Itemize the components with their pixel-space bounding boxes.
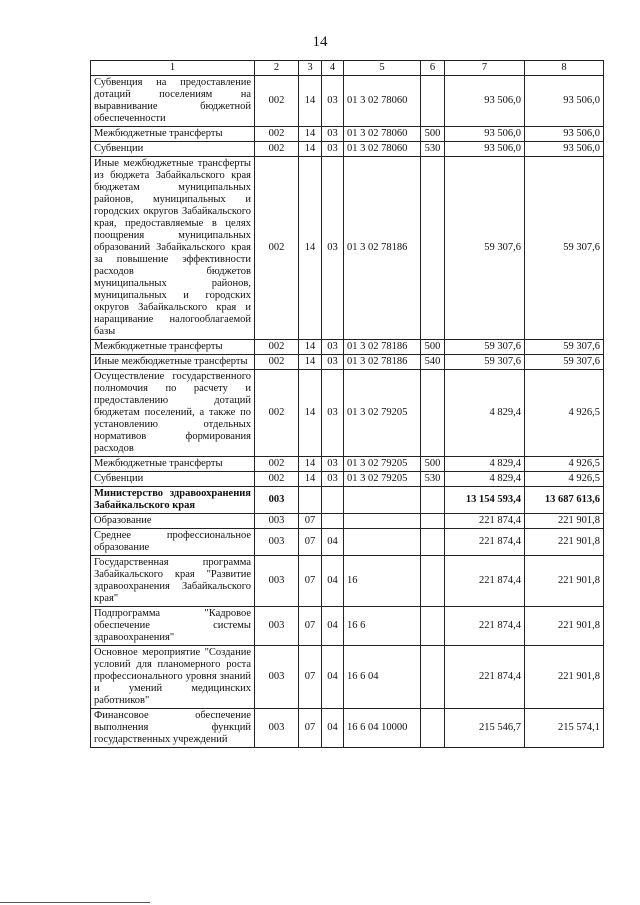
target-article-cell: 01 3 02 78060 [344, 127, 421, 142]
expense-type-cell: 530 [421, 142, 445, 157]
section-cell: 14 [299, 370, 322, 457]
header-row [91, 61, 604, 76]
code-cell: 002 [255, 142, 299, 157]
row-name-cell: Иные межбюджетные трансферты из бюджета Забайкальского края бюджетам муниципальных районов, муниципальных и городских округов Забайкальского края, предоставляемые в целях поощрения муниципальных образований Забайкальского края за повышение эффективности расходов бюджетов муниципальных районов, муниципальных и городских округов Забайкальского края и наращивание налогооблагаемой базы [91, 157, 255, 340]
expense-type-cell: 500 [421, 457, 445, 472]
amount-year2-cell: 215 574,1 [525, 709, 604, 748]
amount-year1-cell: 59 307,6 [445, 340, 525, 355]
budget-table [90, 60, 604, 748]
table-row [91, 355, 604, 370]
code-cell: 003 [255, 556, 299, 607]
amount-year1-cell: 221 874,4 [445, 607, 525, 646]
column-header: 6 [421, 61, 445, 76]
table-row [91, 607, 604, 646]
section-cell: 14 [299, 355, 322, 370]
amount-year2-cell: 59 307,6 [525, 157, 604, 340]
subsection-cell: 03 [322, 157, 344, 340]
section-cell: 14 [299, 457, 322, 472]
target-article-cell [344, 514, 421, 529]
code-cell: 003 [255, 487, 299, 514]
section-cell: 14 [299, 127, 322, 142]
column-header: 3 [299, 61, 322, 76]
row-name-cell: Субвенции [91, 142, 255, 157]
page-number: 14 [312, 34, 328, 50]
expense-type-cell [421, 370, 445, 457]
amount-year2-cell: 13 687 613,6 [525, 487, 604, 514]
target-article-cell [344, 529, 421, 556]
subsection-cell: 03 [322, 142, 344, 157]
row-name-cell: Финансовое обеспечение выполнения функций государственных учреждений [91, 709, 255, 748]
column-header: 4 [322, 61, 344, 76]
amount-year1-cell: 215 546,7 [445, 709, 525, 748]
amount-year2-cell: 59 307,6 [525, 355, 604, 370]
expense-type-cell [421, 709, 445, 748]
code-cell: 003 [255, 646, 299, 709]
code-cell: 003 [255, 529, 299, 556]
code-cell: 002 [255, 340, 299, 355]
table-row [91, 157, 604, 340]
code-cell: 002 [255, 370, 299, 457]
code-cell: 002 [255, 127, 299, 142]
section-cell: 14 [299, 142, 322, 157]
column-header: 8 [525, 61, 604, 76]
expense-type-cell [421, 76, 445, 127]
section-cell: 07 [299, 646, 322, 709]
subsection-cell [322, 487, 344, 514]
target-article-cell: 01 3 02 79205 [344, 472, 421, 487]
amount-year2-cell: 221 901,8 [525, 646, 604, 709]
expense-type-cell: 500 [421, 127, 445, 142]
code-cell: 003 [255, 607, 299, 646]
target-article-cell: 16 6 04 10000 [344, 709, 421, 748]
subsection-cell: 04 [322, 556, 344, 607]
amount-year1-cell: 59 307,6 [445, 355, 525, 370]
target-article-cell: 01 3 02 78060 [344, 142, 421, 157]
column-header: 5 [344, 61, 421, 76]
table-row [91, 487, 604, 514]
amount-year2-cell: 4 926,5 [525, 472, 604, 487]
subsection-cell: 03 [322, 370, 344, 457]
table-row [91, 529, 604, 556]
subsection-cell: 03 [322, 127, 344, 142]
subsection-cell: 03 [322, 355, 344, 370]
section-cell [299, 487, 322, 514]
row-name-cell: Среднее профессиональное образование [91, 529, 255, 556]
code-cell: 003 [255, 709, 299, 748]
row-name-cell: Субвенция на предоставление дотаций поселениям на выравнивание бюджетной обеспеченности [91, 76, 255, 127]
target-article-cell: 16 [344, 556, 421, 607]
amount-year1-cell: 13 154 593,4 [445, 487, 525, 514]
table-row [91, 76, 604, 127]
subsection-cell: 04 [322, 709, 344, 748]
subsection-cell: 03 [322, 340, 344, 355]
target-article-cell: 01 3 02 78186 [344, 340, 421, 355]
amount-year1-cell: 59 307,6 [445, 157, 525, 340]
amount-year1-cell: 221 874,4 [445, 529, 525, 556]
target-article-cell: 01 3 02 78060 [344, 76, 421, 127]
amount-year2-cell: 221 901,8 [525, 556, 604, 607]
target-article-cell: 01 3 02 78186 [344, 157, 421, 340]
subsection-cell: 03 [322, 76, 344, 127]
expense-type-cell [421, 529, 445, 556]
amount-year2-cell: 93 506,0 [525, 142, 604, 157]
amount-year1-cell: 221 874,4 [445, 514, 525, 529]
row-name-cell: Основное мероприятие "Создание условий для планомерного роста профессионального уровня знаний и умений медицинских работников" [91, 646, 255, 709]
row-name-cell: Министерство здравоохранения Забайкальского края [91, 487, 255, 514]
target-article-cell [344, 487, 421, 514]
table-row [91, 646, 604, 709]
table-row [91, 127, 604, 142]
table-row [91, 457, 604, 472]
amount-year2-cell: 4 926,5 [525, 457, 604, 472]
amount-year1-cell: 221 874,4 [445, 646, 525, 709]
table-row [91, 514, 604, 529]
table-row [91, 370, 604, 457]
row-name-cell: Межбюджетные трансферты [91, 127, 255, 142]
row-name-cell: Подпрограмма "Кадровое обеспечение системы здравоохранения" [91, 607, 255, 646]
section-cell: 07 [299, 529, 322, 556]
row-name-cell: Иные межбюджетные трансферты [91, 355, 255, 370]
amount-year2-cell: 93 506,0 [525, 127, 604, 142]
subsection-cell: 04 [322, 529, 344, 556]
expense-type-cell: 500 [421, 340, 445, 355]
code-cell: 002 [255, 355, 299, 370]
target-article-cell: 01 3 02 78186 [344, 355, 421, 370]
section-cell: 07 [299, 607, 322, 646]
subsection-cell: 03 [322, 472, 344, 487]
amount-year2-cell: 93 506,0 [525, 76, 604, 127]
table-row [91, 472, 604, 487]
code-cell: 002 [255, 457, 299, 472]
amount-year1-cell: 93 506,0 [445, 127, 525, 142]
expense-type-cell [421, 487, 445, 514]
amount-year2-cell: 4 926,5 [525, 370, 604, 457]
section-cell: 14 [299, 340, 322, 355]
amount-year2-cell: 221 901,8 [525, 529, 604, 556]
table-body [91, 76, 604, 748]
subsection-cell: 03 [322, 457, 344, 472]
subsection-cell [322, 514, 344, 529]
row-name-cell: Субвенции [91, 472, 255, 487]
amount-year1-cell: 4 829,4 [445, 472, 525, 487]
subsection-cell: 04 [322, 646, 344, 709]
code-cell: 003 [255, 514, 299, 529]
amount-year1-cell: 4 829,4 [445, 370, 525, 457]
expense-type-cell [421, 514, 445, 529]
subsection-cell: 04 [322, 607, 344, 646]
table-row [91, 709, 604, 748]
expense-type-cell: 540 [421, 355, 445, 370]
amount-year1-cell: 4 829,4 [445, 457, 525, 472]
section-cell: 14 [299, 157, 322, 340]
row-name-cell: Межбюджетные трансферты [91, 340, 255, 355]
amount-year1-cell: 93 506,0 [445, 142, 525, 157]
column-header: 2 [255, 61, 299, 76]
table-row [91, 556, 604, 607]
table-row [91, 340, 604, 355]
expense-type-cell [421, 646, 445, 709]
amount-year1-cell: 93 506,0 [445, 76, 525, 127]
section-cell: 07 [299, 556, 322, 607]
section-cell: 07 [299, 709, 322, 748]
amount-year2-cell: 221 901,8 [525, 514, 604, 529]
section-cell: 07 [299, 514, 322, 529]
row-name-cell: Государственная программа Забайкальского края "Развитие здравоохранения Забайкальского края" [91, 556, 255, 607]
section-cell: 14 [299, 76, 322, 127]
row-name-cell: Образование [91, 514, 255, 529]
code-cell: 002 [255, 76, 299, 127]
target-article-cell: 16 6 [344, 607, 421, 646]
amount-year1-cell: 221 874,4 [445, 556, 525, 607]
expense-type-cell: 530 [421, 472, 445, 487]
target-article-cell: 01 3 02 79205 [344, 457, 421, 472]
code-cell: 002 [255, 157, 299, 340]
target-article-cell: 16 6 04 [344, 646, 421, 709]
section-cell: 14 [299, 472, 322, 487]
code-cell: 002 [255, 472, 299, 487]
column-header: 1 [91, 61, 255, 76]
column-header: 7 [445, 61, 525, 76]
scan-artifact [0, 902, 150, 903]
row-name-cell: Осуществление государственного полномочия по расчету и предоставлению дотаций бюджетам поселений, а также по установлению отдельных нормативов формирования расходов [91, 370, 255, 457]
expense-type-cell [421, 157, 445, 340]
row-name-cell: Межбюджетные трансферты [91, 457, 255, 472]
expense-type-cell [421, 556, 445, 607]
expense-type-cell [421, 607, 445, 646]
target-article-cell: 01 3 02 79205 [344, 370, 421, 457]
amount-year2-cell: 59 307,6 [525, 340, 604, 355]
table-row [91, 142, 604, 157]
amount-year2-cell: 221 901,8 [525, 607, 604, 646]
